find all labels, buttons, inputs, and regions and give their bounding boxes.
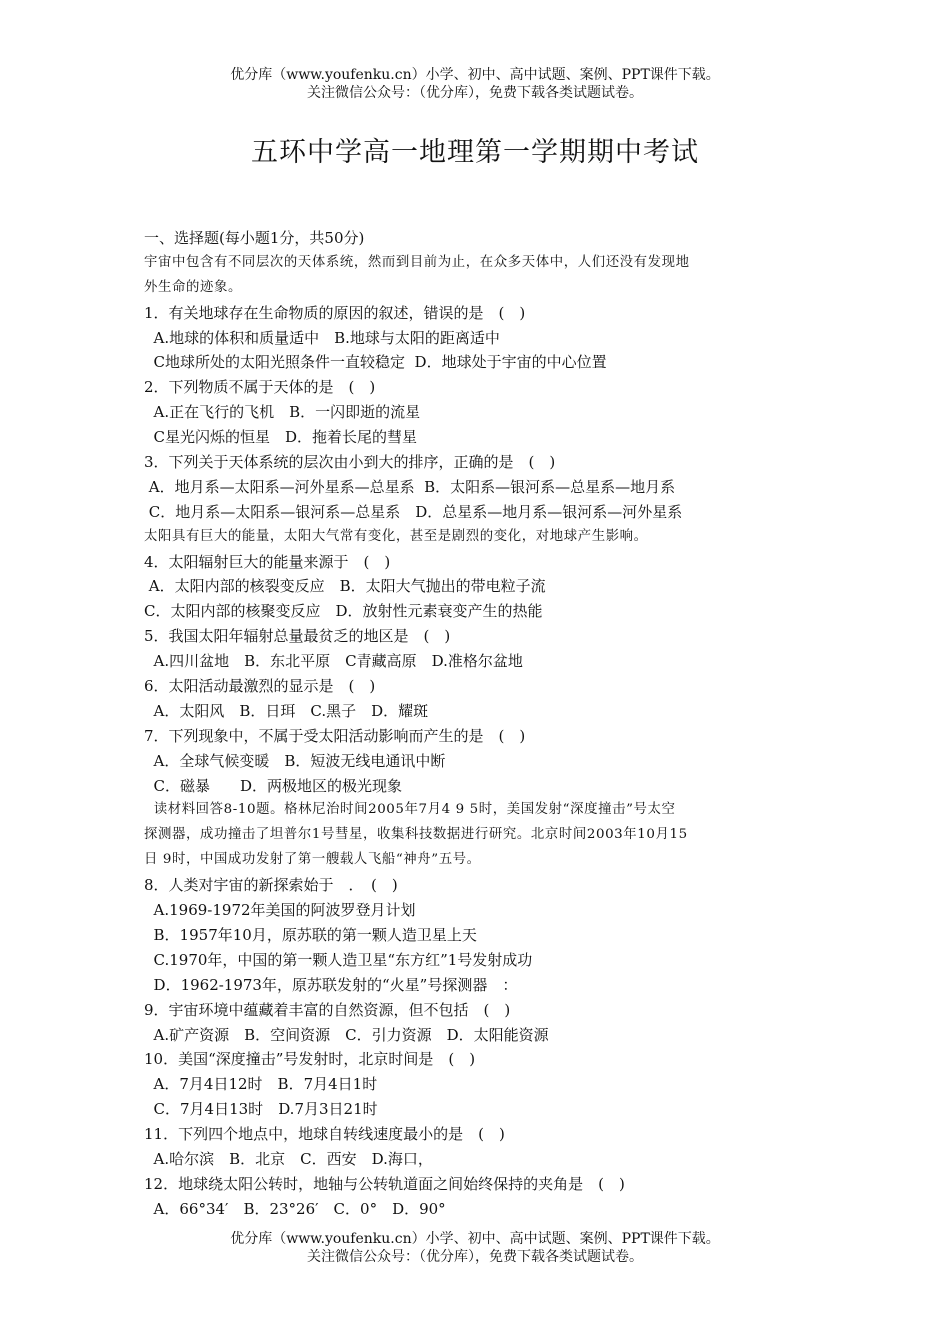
question-options: C星光闪烁的恒星 D．拖着长尾的彗星	[144, 428, 418, 447]
question-stem: 9．宇宙环境中蕴藏着丰富的自然资源，但不包括 ( )	[144, 1000, 511, 1019]
question-stem: 5．我国太阳年辐射总量最贫乏的地区是 ( )	[144, 627, 451, 646]
question-options: C．磁暴 D．两极地区的极光现象	[144, 776, 403, 795]
question-stem: 7．下列现象中，不属于受太阳活动影响而产生的是 ( )	[144, 726, 526, 745]
exam-body	[144, 226, 824, 1222]
passage-text: 探测器，成功撞击了坦普尔1号彗星，收集科技数据进行研究。北京时间2003年10月15	[144, 827, 688, 843]
passage-text: 外生命的迹象。	[144, 279, 242, 295]
header-line-2: 关注微信公众号：（优分库），免费下载各类试题试卷。	[307, 85, 643, 101]
question-options: C．太阳内部的核聚变反应 D．放射性元素衰变产生的热能	[144, 602, 543, 621]
question-options: A.正在飞行的飞机 B．一闪即逝的流星	[144, 403, 421, 422]
question-stem: 12．地球绕太阳公转时，地轴与公转轨道面之间始终保持的夹角是 ( )	[144, 1174, 625, 1193]
question-options: A．7月4日12时 B．7月4日1时	[144, 1075, 378, 1094]
question-stem: 4．太阳辐射巨大的能量来源于 ( )	[144, 552, 391, 571]
passage-text: 宇宙中包含有不同层次的天体系统，然而到目前为止，在众多天体中，人们还没有发现地	[144, 254, 690, 270]
exam-title: 五环中学高一地理第一学期期中考试	[251, 137, 699, 168]
question-options: A.矿产资源 B．空间资源 C．引力资源 D．太阳能资源	[144, 1025, 549, 1044]
question-options: A．全球气候变暖 B．短波无线电通讯中断	[144, 751, 446, 770]
question-options: C．地月系—太阳系—银河系—总星系 D．总星系—地月系—银河系—河外星系	[144, 502, 683, 521]
question-options: A．太阳内部的核裂变反应 B．太阳大气抛出的带电粒子流	[144, 577, 546, 596]
header-line-1: 优分库（www.youfenku.cn）小学、初中、高中试题、案例、PPT课件下载。	[230, 67, 720, 83]
passage-text: 读材料回答8-10题。格林尼治时间2005年7月4 9 5时，美国发射“深度撞击”号太空	[144, 802, 676, 818]
question-options: A.四川盆地 B．东北平原 C青藏高原 D.准格尔盆地	[144, 652, 523, 671]
question-stem: 10．美国“深度撞击”号发射时，北京时间是 ( )	[144, 1050, 476, 1069]
question-stem: 1．有关地球存在生命物质的原因的叙述，错误的是 ( )	[144, 303, 526, 322]
question-options: A.地球的体积和质量适中 B.地球与太阳的距离适中	[144, 328, 500, 347]
footer-line-2: 关注微信公众号：（优分库），免费下载各类试题试卷。	[307, 1249, 643, 1265]
question-stem: 11．下列四个地点中，地球自转线速度最小的是 ( )	[144, 1125, 505, 1144]
question-stem: 6．太阳活动最激烈的显示是 ( )	[144, 677, 376, 696]
page-header	[0, 66, 950, 102]
question-options: D．1962-1973年，原苏联发射的“火星”号探测器 ：	[144, 975, 518, 994]
section-heading: 一、选择题(每小题1分，共50分)	[144, 229, 365, 247]
question-options: A．66°34′ B．23°26′ C．0° D．90°	[144, 1199, 446, 1218]
question-options: A．地月系—太阳系—河外星系—总星系 B．太阳系—银河系—总星系—地月系	[144, 477, 676, 496]
page-footer	[0, 1230, 950, 1266]
question-options: A.哈尔滨 B．北京 C．西安 D.海口，	[144, 1149, 433, 1168]
passage-text: 日 9时，中国成功发射了第一艘载人飞船“神舟”五号。	[144, 852, 481, 868]
question-options: C．7月4日13时 D.7月3日21时	[144, 1100, 378, 1119]
question-stem: 3．下列关于天体系统的层次由小到大的排序，正确的是 ( )	[144, 453, 556, 472]
question-options: A．太阳风 B．日珥 C.黑子 D．耀斑	[144, 701, 429, 720]
footer-line-1: 优分库（www.youfenku.cn）小学、初中、高中试题、案例、PPT课件下载。	[230, 1231, 720, 1247]
question-stem: 2．下列物质不属于天体的是 ( )	[144, 378, 376, 397]
question-stem: 8．人类对宇宙的新探索始于 ． ( )	[144, 876, 398, 895]
question-options: C地球所处的太阳光照条件一直较稳定 D．地球处于宇宙的中心位置	[144, 353, 607, 372]
passage-text: 太阳具有巨大的能量，太阳大气常有变化，甚至是剧烈的变化，对地球产生影响。	[144, 528, 648, 544]
question-options: C.1970年，中国的第一颗人造卫星“东方红”1号发射成功	[144, 950, 533, 969]
question-options: B．1957年10月，原苏联的第一颗人造卫星上天	[144, 925, 477, 944]
question-options: A.1969-1972年美国的阿波罗登月计划	[144, 901, 416, 920]
